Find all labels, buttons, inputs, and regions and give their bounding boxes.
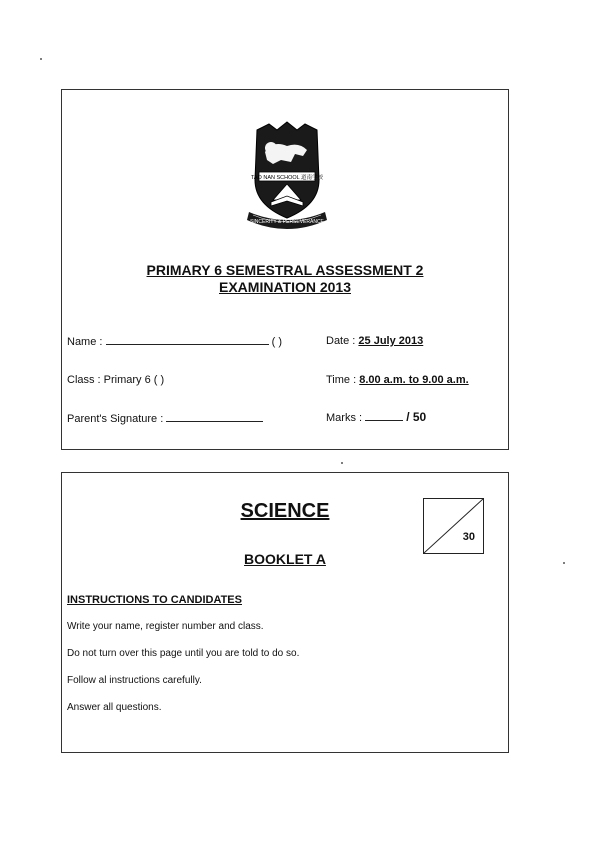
scan-speck <box>341 462 343 464</box>
date-field <box>326 335 423 347</box>
signature-blank[interactable] <box>166 412 263 422</box>
marks-blank[interactable] <box>365 411 403 421</box>
instructions-heading: INSTRUCTIONS TO CANDIDATES <box>67 594 242 606</box>
booklet-box <box>61 472 509 753</box>
marks-field <box>326 410 426 424</box>
date-label: Date : <box>326 335 356 347</box>
time-field <box>326 374 469 386</box>
booklet-name: BOOKLET A <box>244 551 326 567</box>
time-label: Time : <box>326 374 357 386</box>
marks-label: Marks : <box>326 412 363 424</box>
signature-label: Parent's Signature : <box>67 413 164 425</box>
time-value: 8.00 a.m. to 9.00 a.m. <box>359 374 469 386</box>
name-blank[interactable] <box>106 335 269 345</box>
marks-box-diagonal <box>424 499 483 553</box>
cover-header-box <box>61 89 509 450</box>
exam-title-line1: PRIMARY 6 SEMESTRAL ASSESSMENT 2 <box>146 262 424 278</box>
subject-title: SCIENCE <box>240 500 330 522</box>
instruction-item: Do not turn over this page until you are told to do so. <box>67 648 300 659</box>
name-label: Name : <box>67 336 103 348</box>
exam-title-line2: EXAMINATION 2013 <box>219 279 351 295</box>
school-crest-logo <box>247 120 327 235</box>
class-field <box>67 374 164 386</box>
scan-speck <box>40 58 42 60</box>
name-field <box>67 335 282 348</box>
scan-speck <box>563 562 565 564</box>
date-value: 25 July 2013 <box>358 335 424 347</box>
marks-total: / 50 <box>406 410 427 424</box>
crest-motto: SINCERITY & PERSEVERANCE <box>250 219 324 225</box>
instruction-item: Write your name, register number and class. <box>67 621 264 632</box>
instruction-item: Follow al instructions carefully. <box>67 675 202 686</box>
marks-box-value: 30 <box>462 531 475 543</box>
parent-signature-field <box>67 412 263 425</box>
class-label: Class : Primary 6 ( ) <box>67 374 165 386</box>
booklet-marks-box <box>423 498 484 554</box>
instruction-item: Answer all questions. <box>67 702 162 713</box>
register-number-paren: ( ) <box>271 336 282 348</box>
crest-school-name: TAO NAN SCHOOL 道南学校 <box>250 175 324 181</box>
